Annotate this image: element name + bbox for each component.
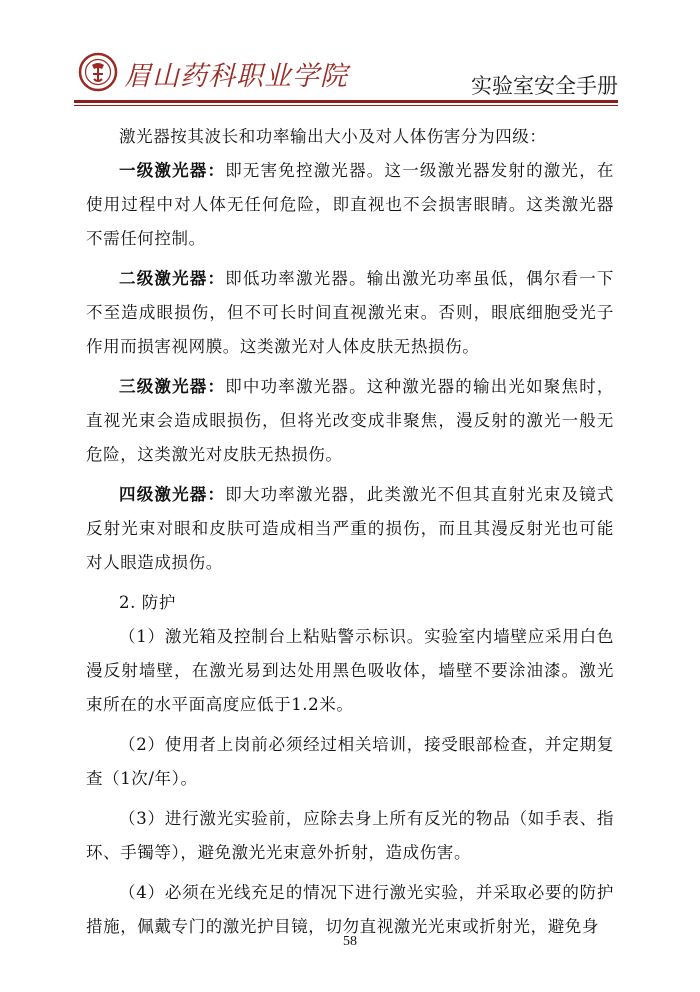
level-paragraph-2 [86, 262, 614, 364]
page-number: 58 [343, 934, 357, 949]
level-text: 即大功率激光器，此类激光不但其直射光束及镜式反射光束对眼和皮肤可造成相当严重的损伤，而且其漫反射光也可能对人眼造成损伤。 [86, 485, 614, 572]
protection-item-2: （2）使用者上岗前必须经过相关培训，接受眼部检查，并定期复查（1次/年）。 [86, 735, 614, 788]
level-term: 二级激光器： [119, 269, 226, 288]
level-paragraph-4 [86, 478, 614, 580]
level-term: 一级激光器： [119, 161, 226, 180]
section-heading: 2. 防护 [119, 593, 176, 612]
protection-item-4: （4）必须在光线充足的情况下进行激光实验，并采取必要的防护措施，佩戴专门的激光护目镜，切勿直视激光光束或折射光，避免身 [86, 883, 614, 936]
protection-item-3: （3）进行激光实验前，应除去身上所有反光的物品（如手表、指环、手镯等），避免激光光束意外折射，造成伤害。 [86, 809, 614, 862]
header-rule-thick [74, 100, 618, 103]
handbook-title: 实验室安全手册 [471, 74, 618, 98]
level-term: 四级激光器： [119, 485, 226, 504]
page-header [74, 48, 618, 106]
level-term: 三级激光器： [119, 377, 226, 396]
level-text: 即低功率激光器。输出激光功率虽低，偶尔看一下不至造成眼损伤，但不可长时间直视激光束。否则，眼底细胞受光子作用而损害视网膜。这类激光对人体皮肤无热损伤。 [86, 269, 614, 356]
level-text: 即中功率激光器。这种激光器的输出光如聚焦时，直视光束会造成眼损伤，但将光改变成非聚焦，漫反射的激光一般无危险，这类激光对皮肤无热损伤。 [86, 377, 614, 464]
level-text: 即无害免控激光器。这一级激光器发射的激光，在使用过程中对人体无任何危险，即直视也不会损害眼睛。这类激光器不需任何控制。 [86, 161, 614, 248]
school-logo-text: 眉山药科职业学院 [124, 61, 348, 92]
header-rule-thin [74, 105, 618, 106]
page-body [86, 120, 614, 944]
level-paragraph-3 [86, 370, 614, 472]
intro-paragraph: 激光器按其波长和功率输出大小及对人体伤害分为四级： [119, 127, 547, 146]
protection-item-1: （1）激光箱及控制台上粘贴警示标识。实验室内墙壁应采用白色漫反射墙壁，在激光易到达处用黑色吸收体，墙壁不要涂油漆。激光束所在的水平面高度应低于1.2米。 [86, 627, 614, 714]
school-emblem-icon [78, 52, 118, 92]
level-paragraph-1 [86, 154, 614, 256]
